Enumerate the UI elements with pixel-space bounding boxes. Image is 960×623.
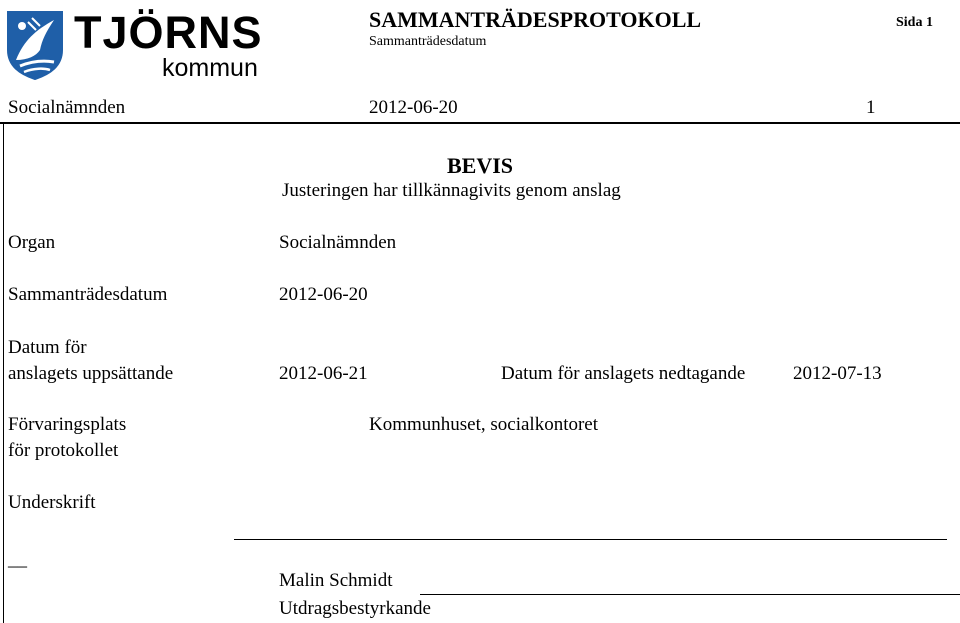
signature-line: [234, 539, 947, 540]
header-divider: [0, 122, 960, 124]
logo-name: TJÖRNS: [74, 7, 263, 58]
posting-date-value: 2012-06-21: [279, 363, 368, 384]
frame-left-border: [3, 124, 4, 623]
organ-value: Socialnämnden: [279, 232, 397, 253]
storage-value: Kommunhuset, socialkontoret: [369, 414, 599, 435]
meeting-date-value: 2012-06-20: [279, 284, 368, 305]
removal-date-value: 2012-07-13: [793, 363, 882, 384]
tjorn-logo: [6, 8, 266, 82]
header-committee: Socialnämnden: [8, 97, 126, 118]
logo-sub: kommun: [162, 54, 258, 82]
certificate-subtitle: Justeringen har tillkännagivits genom anslag: [282, 180, 621, 201]
document-subtitle: Sammanträdesdatum: [369, 34, 487, 49]
organ-label: Organ: [8, 232, 56, 253]
removal-date-label: Datum för anslagets nedtagande: [501, 363, 746, 384]
signer-name: Malin Schmidt: [279, 570, 393, 591]
coat-of-arms-icon: [6, 10, 64, 80]
signature-blank: __: [8, 549, 27, 570]
meeting-date-label: Sammanträdesdatum: [8, 284, 168, 305]
storage-label-line1: Förvaringsplats: [8, 414, 127, 435]
storage-label-line2: för protokollet: [8, 440, 119, 461]
signature-label: Underskrift: [8, 492, 96, 513]
bottom-rule: [420, 594, 960, 595]
posting-label-line1: Datum för: [8, 337, 87, 358]
document-title: SAMMANTRÄDESPROTOKOLL: [369, 7, 702, 32]
certificate-title: BEVIS: [447, 153, 514, 178]
page-label: Sida 1: [896, 15, 933, 30]
header-date: 2012-06-20: [369, 97, 458, 118]
signer-role: Utdragsbestyrkande: [279, 598, 431, 619]
posting-label-line2: anslagets uppsättande: [8, 363, 174, 384]
header-page-number: 1: [866, 97, 876, 118]
